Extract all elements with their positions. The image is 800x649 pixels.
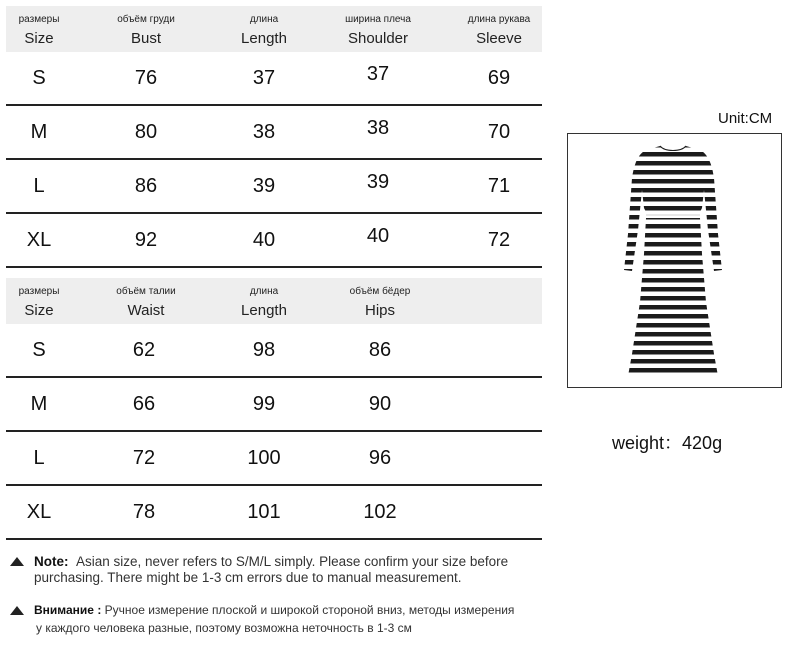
cell-size: M: [30, 121, 48, 143]
cell-waist: 72: [132, 447, 156, 469]
cell-shoulder: 37: [366, 63, 390, 85]
cell-shoulder: 39: [366, 171, 390, 193]
header-ru-label: длина: [249, 14, 279, 25]
table-row: [6, 378, 542, 432]
cell-size: S: [32, 67, 46, 89]
header-sleeve: [446, 6, 552, 52]
cell-sleeve: 69: [487, 67, 511, 89]
header-ru-label: размеры: [18, 14, 60, 25]
cell-waist: 78: [132, 501, 156, 523]
note-body: [34, 601, 514, 637]
cell-sleeve: 71: [487, 175, 511, 197]
header-bust: [88, 6, 204, 52]
cell-length: 39: [252, 175, 276, 197]
cell-length: 40: [252, 229, 276, 251]
header-size: [6, 278, 72, 324]
product-photo: [567, 133, 782, 388]
warning-triangle-icon: [10, 557, 24, 566]
size-table-top: [6, 6, 542, 268]
header-ru-label: объём бёдер: [349, 286, 411, 297]
table-row: [6, 106, 542, 160]
cell-sleeve: 72: [487, 229, 511, 251]
striped-dress-illustration: [568, 134, 780, 386]
note-line: Asian size, never refers to S/M/L simply. Please confirm your size before: [76, 554, 509, 569]
header-waist: [88, 278, 204, 324]
cell-sleeve: 70: [487, 121, 511, 143]
header-ru-label: ширина плеча: [345, 14, 411, 25]
cell-waist: 66: [132, 393, 156, 415]
unit-label: Unit:CM: [718, 110, 773, 127]
cell-hips: 96: [368, 447, 392, 469]
table-row: [6, 214, 542, 268]
header-en-label: Sleeve: [476, 30, 522, 47]
header-ru-label: объём груди: [117, 14, 175, 25]
cell-bust: 76: [134, 67, 158, 89]
warning-triangle-icon: [10, 606, 24, 615]
header-en-label: Bust: [130, 30, 161, 47]
table-row: [6, 432, 542, 486]
note-line: purchasing. There might be 1-3 cm errors due to manual measurement.: [34, 570, 462, 585]
table-header: [6, 6, 542, 52]
header-hips: [322, 278, 438, 324]
cell-length: 99: [252, 393, 276, 415]
cell-size: L: [33, 175, 45, 197]
header-ru-label: длина: [249, 286, 279, 297]
cell-bust: 92: [134, 229, 158, 251]
note-english: [10, 554, 508, 586]
cell-hips: 86: [368, 339, 392, 361]
header-size: [6, 6, 72, 52]
header-en-label: Length: [241, 302, 287, 319]
header-length: [206, 278, 322, 324]
note-line: Ручное измерение плоской и широкой стороной вниз, методы измерения: [104, 603, 515, 617]
cell-length: 100: [247, 447, 281, 469]
cell-length: 38: [252, 121, 276, 143]
header-shoulder: [320, 6, 436, 52]
note-body: [34, 554, 508, 586]
cell-length: 37: [252, 67, 276, 89]
header-ru-label: длина рукава: [467, 14, 531, 25]
header-en-label: Size: [24, 302, 54, 319]
table-row: [6, 52, 542, 106]
header-en-label: Waist: [127, 302, 165, 319]
cell-bust: 86: [134, 175, 158, 197]
cell-shoulder: 38: [366, 117, 390, 139]
note-line: у каждого человека разные, поэтому возможна неточность в 1-3 см: [36, 621, 412, 635]
header-ru-label: размеры: [18, 286, 60, 297]
cell-bust: 80: [134, 121, 158, 143]
table-row: [6, 324, 542, 378]
cell-hips: 90: [368, 393, 392, 415]
header-ru-label: объём талии: [116, 286, 176, 297]
cell-size: L: [33, 447, 45, 469]
cell-size: XL: [26, 229, 52, 251]
header-length: [206, 6, 322, 52]
table-row: [6, 486, 542, 540]
header-en-label: Length: [241, 30, 287, 47]
header-en-label: Size: [24, 30, 54, 47]
cell-length: 101: [247, 501, 281, 523]
header-en-label: Hips: [364, 302, 395, 319]
cell-hips: 102: [363, 501, 397, 523]
size-table-bottom: [6, 278, 542, 540]
cell-shoulder: 40: [366, 225, 390, 247]
cell-length: 98: [252, 339, 276, 361]
table-header: [6, 278, 542, 324]
cell-size: S: [32, 339, 46, 361]
cell-size: M: [30, 393, 48, 415]
cell-size: XL: [26, 501, 52, 523]
weight-label: weight：420g: [612, 433, 723, 453]
table-row: [6, 160, 542, 214]
header-en-label: Shoulder: [347, 30, 409, 47]
cell-waist: 62: [132, 339, 156, 361]
note-label: Note:: [34, 554, 69, 569]
note-label: Внимание :: [34, 603, 102, 617]
note-russian: [10, 601, 514, 637]
